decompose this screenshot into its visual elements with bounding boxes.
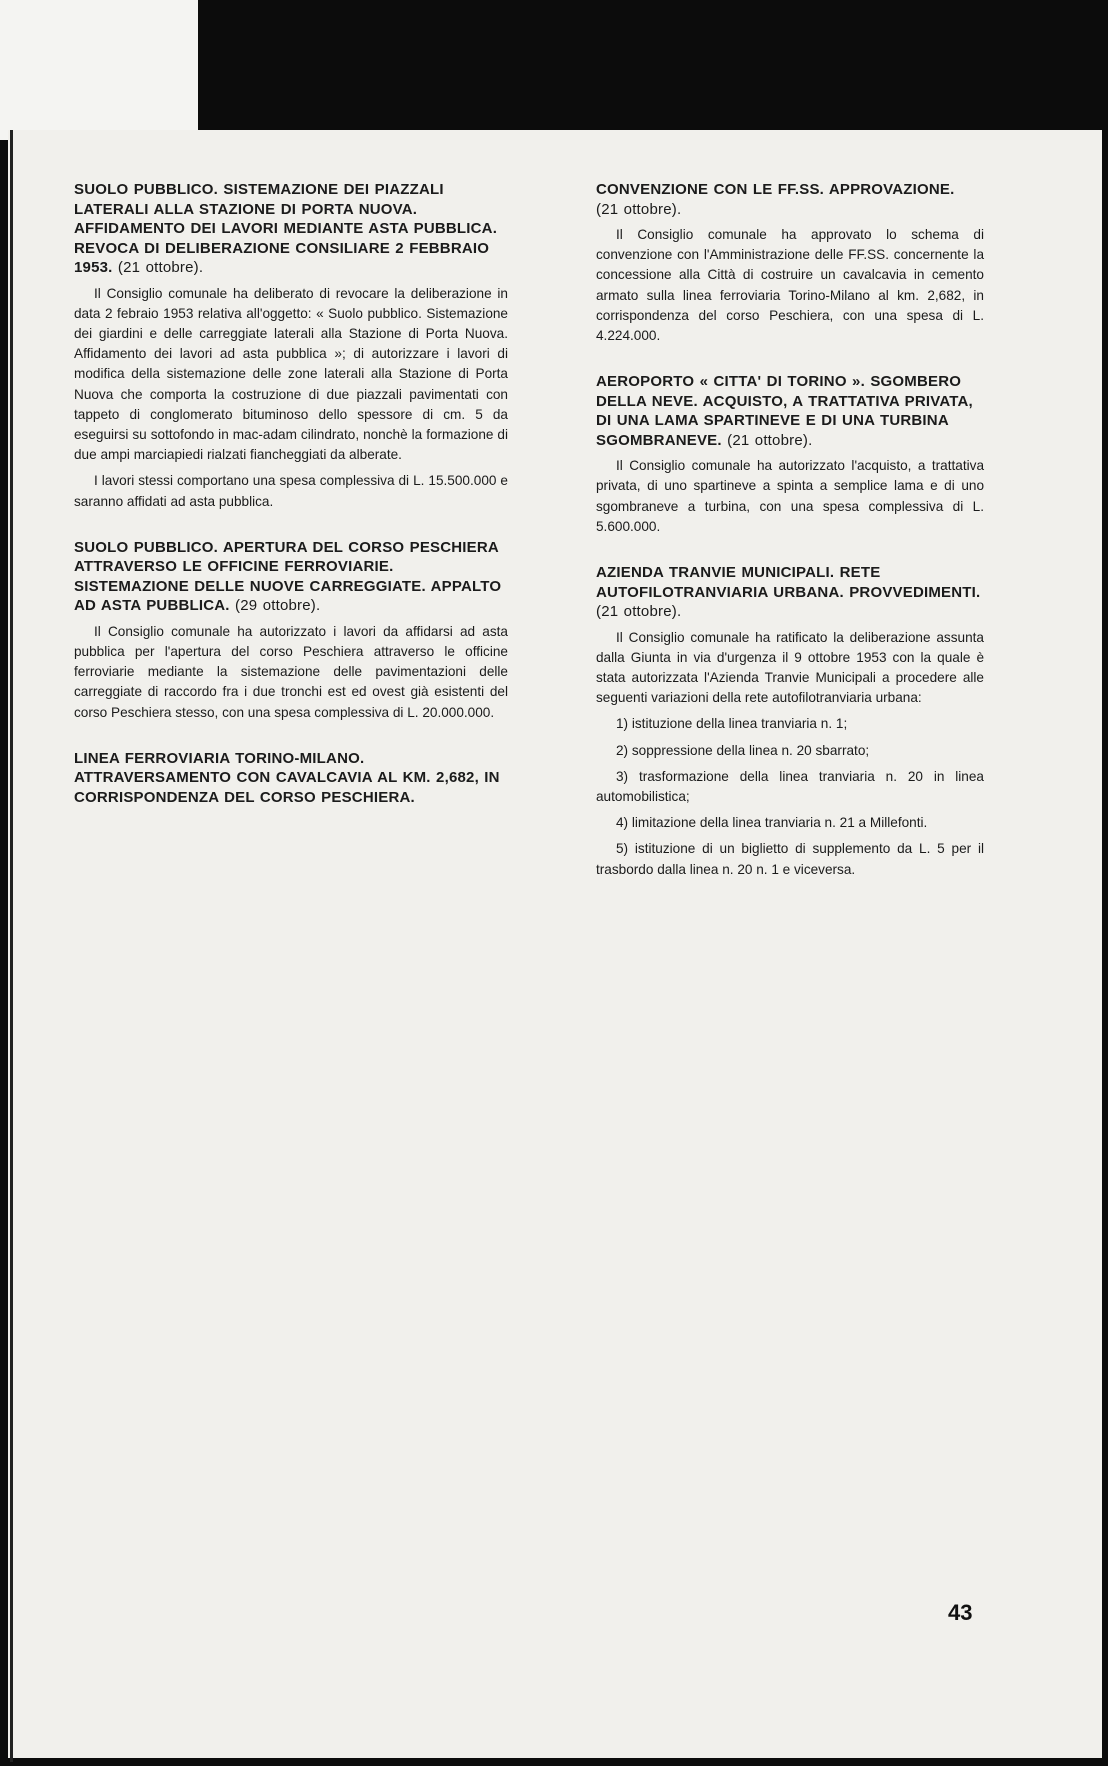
section-date: (29 ottobre). (235, 597, 321, 615)
variations-list (596, 714, 984, 879)
section-heading: LINEA FERROVIARIA TORINO-MILANO. ATTRAVERSAMENTO CON CAVALCAVIA AL KM. 2,682, IN CORRISPONDENZA DEL CORSO PESCHIERA. (74, 749, 500, 806)
right-column (596, 180, 984, 906)
page-number: 43 (948, 1600, 973, 1625)
page-corner-tab (0, 0, 198, 140)
section-heading: CONVENZIONE CON LE FF.SS. APPROVAZIONE. (21 ottobre). (596, 181, 955, 218)
list-item: 1) istituzione della linea tranviaria n. 1; (616, 716, 848, 732)
section-aeroporto (596, 372, 984, 537)
section-date: (21 ottobre). (117, 259, 204, 276)
list-item: 2) soppressione della linea n. 20 sbarrato; (616, 742, 870, 758)
page-edge-rule (10, 130, 13, 1762)
section-convenzione-ffss (596, 180, 984, 346)
section-heading: AEROPORTO « CITTA' DI TORINO ». SGOMBERO DELLA NEVE. ACQUISTO, A TRATTATIVA PRIVATA, DI UNA LAMA SPARTINEVE E DI UNA TURBINA SGOMBRANEVE. (21 ottobre). (596, 373, 973, 449)
section-paragraph: Il Consiglio comunale ha approvato lo schema di convenzione con l'Amministrazione delle FF.SS. concernente la concessione alla Città di costruire un cavalcavia in cemento armato sulla linea ferroviaria Torino-Milano al km. 2,682, in corrispondenza del corso Peschiera, con una spesa di L. 4.224.000. (596, 227, 984, 344)
section-date: (21 ottobre). (596, 603, 682, 621)
section-date: (21 ottobre). (727, 431, 813, 449)
section-azienda-tranvie (596, 563, 984, 880)
left-column (74, 180, 508, 833)
section-heading: SUOLO PUBBLICO. APERTURA DEL CORSO PESCHIERA ATTRAVERSO LE OFFICINE FERROVIARIE. SISTEMAZIONE DELLE NUOVE CARREGGIATE. APPALTO AD ASTA PUBBLICA. (29 ottobre). (74, 538, 502, 615)
list-item: 5) istituzione di un biglietto di supplemento da L. 5 per il trasbordo dalla linea n. 20 n. 1 e viceversa. (596, 841, 984, 877)
section-heading: AZIENDA TRANVIE MUNICIPALI. RETE AUTOFILOTRANVIARIA URBANA. PROVVEDIMENTI. (21 ottobre). (596, 564, 981, 621)
list-item: 4) limitazione della linea tranviaria n. 21 a Millefonti. (616, 815, 928, 831)
list-item: 3) trasformazione della linea tranviaria n. 20 in linea automobilistica; (596, 768, 984, 804)
section-paragraph: Il Consiglio comunale ha autorizzato l'acquisto, a trattativa privata, di uno spartineve a spinta a semplice lama e di uno sgombraneve a turbina, con una spesa complessiva di L. 5.600.000. (596, 458, 984, 534)
section-date: (21 ottobre). (596, 200, 682, 218)
section-paragraph: Il Consiglio comunale ha autorizzato i lavori da affidarsi ad asta pubblica per l'apertura del corso Peschiera attraverso le officine ferroviarie mediante la sistemazione delle pavimentazioni delle carreggiate di raccordo fra i due tronchi est ed ovest già esistenti del corso Peschiera stesso, con una spesa complessiva di L. 20.000.000. (74, 623, 508, 720)
section-paragraph: Il Consiglio comunale ha deliberato di revocare la deliberazione in data 2 febraio 1953 relativa all'oggetto: « Suolo pubblico. Sistemazione dei giardini e delle carreggiate laterali alla Stazione di Porta Nuova. Affidamento dei lavori ad asta pubblica »; di autorizzare i lavori di modifica della sistemazione delle zone laterali alla Stazione di Porta Nuova che comporta la costruzione di due piazzali pavimentati con tappeto di conglomerato bituminoso dello spessore di cm. 5 da eseguirsi su sottofondo in mac-adam cilindrato, nonchè la formazione di due ampi marciapiedi rialzati fiancheggiati da alberate. (74, 285, 508, 463)
section-paragraph: Il Consiglio comunale ha ratificato la deliberazione assunta dalla Giunta in via d'urgenza il 9 ottobre 1953 con la quale è stata autorizzata l'Azienda Tranvie Municipali a procedere alle seguenti variazioni della rete autofilotranviaria urbana: (596, 629, 984, 706)
section-linea-ferroviaria (74, 749, 508, 808)
section-heading: SUOLO PUBBLICO. SISTEMAZIONE DEI PIAZZALI LATERALI ALLA STAZIONE DI PORTA NUOVA. AFFIDAMENTO DEI LAVORI MEDIANTE ASTA PUBBLICA. REVOCA DI DELIBERAZIONE CONSILIARE 2 FEBBRAIO 1953. (21 ottobre). (74, 181, 498, 276)
section-paragraph: I lavori stessi comportano una spesa complessiva di L. 15.500.000 e saranno affidati ad asta pubblica. (74, 473, 508, 509)
section-suolo-piazzali (74, 180, 508, 512)
section-suolo-corso-peschiera (74, 538, 508, 723)
